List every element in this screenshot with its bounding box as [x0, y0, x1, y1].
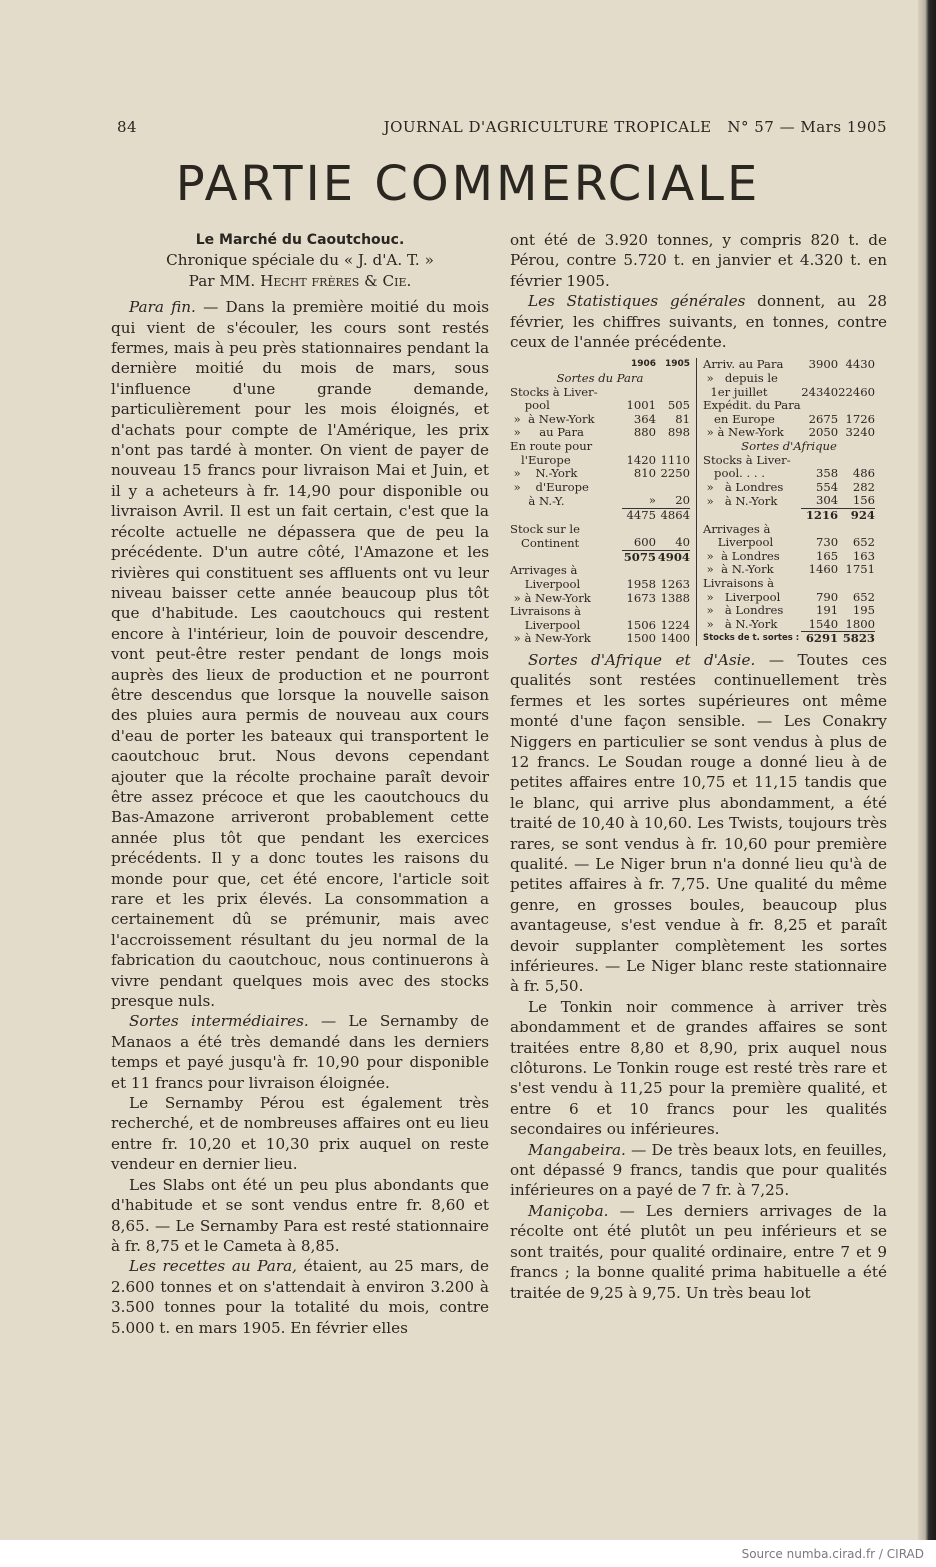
stats-value-1906: » — [648, 493, 656, 508]
article-title: Le Marché du Caoutchouc. — [195, 232, 405, 248]
stats-value-1906: 1420 — [626, 452, 656, 467]
stats-right-table — [703, 358, 875, 645]
stats-label: en Europe — [703, 411, 775, 426]
stats-total-row — [703, 508, 875, 522]
section-title: PARTIE COMMERCIALE — [175, 156, 761, 212]
stats-value-1905 — [838, 399, 875, 413]
stats-value-1906: 554 — [815, 479, 839, 494]
paragraph-para-fin — [111, 297, 489, 1011]
source-credit: Source numba.cirad.fr / CIRAD — [741, 1547, 924, 1561]
stats-value-1906: 24340 — [801, 384, 839, 399]
stats-label — [510, 508, 622, 522]
stats-row — [510, 467, 690, 481]
stats-row — [510, 564, 690, 578]
issue-label: N° 57 — Mars 1905 — [727, 118, 887, 136]
stats-row — [703, 358, 875, 372]
stats-row — [703, 467, 875, 481]
stats-left-table — [510, 358, 690, 645]
stats-section-heading — [510, 372, 690, 386]
journal-name: JOURNAL D'AGRICULTURE TROPICALE — [383, 118, 712, 136]
journal-title — [384, 118, 887, 136]
paragraph-afrique-asie — [510, 650, 887, 997]
stats-value-1906: 2050 — [808, 425, 839, 440]
stats-value-1906 — [622, 605, 656, 619]
stats-row — [703, 604, 875, 618]
stats-label: » à N.-York — [703, 617, 778, 632]
manicoba-lead: Maniçoba. — [528, 1201, 609, 1220]
stats-value-1906: 1540 — [808, 616, 839, 631]
article-subtitle: Chronique spéciale du « J. d'A. T. » — [166, 251, 434, 270]
stats-section-heading — [703, 440, 875, 454]
stats-value-1906: 165 — [815, 548, 839, 563]
statistiques-text: donnent, au 28 février, les chiffres suivants, en tonnes, contre ceux de l'année précédente. — [510, 292, 887, 352]
stats-label: Liverpool — [703, 535, 774, 550]
afrique-asie-text: — Toutes ces qualités sont restées continuellement très fermes et les sortes supérieures ont même monté d'une façon sensible. — Les Conakry Niggers en particulier se sont vendus à plus de 12 francs. Le Soudan rouge a donné lieu à de petites affaires entre 10,75 et 11,15 tandis que le blanc, qui arrive plus abondamment, a été traité de 10,40 à 10,60. Les Twists, toujours très rares, se sont vendus à fr. 10,60 pour première qualité. — Le Niger brun n'a donné lieu qu'à de petites affaires à fr. 7,75. Une qualité du même genre, en grosses boules, beaucoup plus avantageuse, s'est vendue à fr. 8,25 et paraît devoir supplanter complètement les sortes inférieures. — Le Niger blanc reste stationnaire à fr. 5,50. — [510, 650, 887, 996]
paragraph-tonkin: Le Tonkin noir commence à arriver très abondamment et de grandes affaires se sont traitées entre 8,80 et 8,90, prix auquel nous clôturons. Le Tonkin rouge est resté très rare et s'est vendu à 11,25 pour la première qualité, et entre 6 et 10 francs pour les qualités secondaires ou inférieures. — [510, 997, 887, 1139]
stats-row — [703, 413, 875, 427]
paragraph-sortes-intermediaires — [111, 1011, 489, 1093]
paragraph-manicoba — [510, 1201, 887, 1303]
stats-value-1905: 163 — [852, 548, 875, 563]
paragraph-recettes — [111, 1256, 489, 1338]
stats-value-1905: 20 — [675, 493, 690, 508]
manicoba-text: — Les derniers arrivages de la récolte ont été plutôt un peu inférieurs et se sont traités, pour qualité ordinaire, entre 7 et 9 francs ; la bonne qualité prima habituelle a été traitée de 9,25 à 9,75. Un très beau lot — [510, 1201, 887, 1302]
stats-label: » à Londres — [703, 479, 784, 494]
stats-value-1906: 1001 — [626, 398, 656, 413]
stats-value-1905 — [656, 481, 690, 495]
stats-row — [510, 454, 690, 468]
stats-label: pool — [510, 398, 550, 413]
stats-label: » au Para — [510, 425, 584, 440]
stats-left-panel — [510, 358, 697, 645]
paragraph-mangabeira — [510, 1140, 887, 1201]
stats-row — [510, 592, 690, 606]
stats-row — [703, 494, 875, 508]
stats-value-1905 — [838, 372, 875, 386]
stats-value-1905: 1751 — [845, 562, 875, 577]
stats-label: » N.-York — [510, 466, 578, 481]
stats-value-1906: 5075 — [623, 549, 656, 564]
article-byline — [111, 271, 489, 291]
stats-value-1905: 1110 — [660, 452, 690, 467]
stats-row — [703, 563, 875, 577]
stats-section-label: Sortes d'Afrique — [741, 439, 837, 453]
stats-label: Stocks à Liver- — [703, 452, 791, 467]
stats-value-1906 — [801, 454, 838, 468]
stats-value-1906: 810 — [633, 466, 656, 481]
stats-value-1906: 1673 — [626, 590, 656, 605]
stats-value-1906: 1506 — [626, 617, 656, 632]
stats-value-1906 — [622, 440, 656, 454]
stats-value-1905: 22460 — [838, 384, 875, 399]
stats-row — [510, 523, 690, 537]
stats-value-1905: 1400 — [660, 631, 690, 646]
statistiques-lead: Les Statistiques générales — [528, 292, 746, 311]
stats-value-1906: 1958 — [626, 576, 656, 591]
stats-row — [510, 619, 690, 633]
stats-value-1905: 2250 — [660, 466, 690, 481]
statistics-table — [510, 358, 887, 645]
stats-final-total-row — [703, 632, 875, 646]
stats-row — [703, 550, 875, 564]
stats-label: » à New-York — [703, 425, 784, 440]
stats-value-1906: 3900 — [808, 357, 839, 372]
recettes-text: étaient, au 25 mars, de 2.600 tonnes et on s'attendait à environ 3.200 à 3.500 tonnes pour la totalité du mois, contre 5.000 t. en mars 1905. En février elles — [111, 1257, 489, 1337]
stats-value-1906: 880 — [633, 425, 656, 440]
stats-value-1905: 1726 — [845, 411, 875, 426]
stats-year-header — [510, 358, 690, 372]
stats-value-1905 — [656, 605, 690, 619]
stats-value-1906 — [622, 564, 656, 578]
stats-value-1906: 1906 — [630, 359, 656, 370]
stats-value-1906 — [801, 577, 838, 591]
stats-row — [510, 413, 690, 427]
page-number: 84 — [117, 118, 138, 136]
stats-value-1905: 505 — [667, 398, 690, 413]
mangabeira-text: — De très beaux lots, en feuilles, ont dépassé 9 francs, tandis que pour qualités inférieures on a payé de 7 fr. à 7,25. — [510, 1140, 887, 1200]
stats-total-row — [510, 550, 690, 564]
stats-value-1906: 730 — [815, 535, 839, 550]
stats-row — [703, 591, 875, 605]
stats-value-1906: 1216 — [801, 508, 838, 522]
stats-label: » à Londres — [703, 603, 784, 618]
stats-row — [510, 494, 690, 508]
stats-row — [703, 454, 875, 468]
stats-row — [510, 605, 690, 619]
stats-value-1905 — [656, 564, 690, 578]
right-column — [510, 230, 887, 1303]
stats-value-1905: 486 — [852, 466, 875, 481]
stats-label: Arrivages à — [510, 563, 578, 578]
paragraph-sernamby-perou: Le Sernamby Pérou est également très recherché, et de nombreuses affaires ont eu lieu entre fr. 10,20 et 10,30 prix auquel on reste vendeur en dernier lieu. — [111, 1094, 489, 1174]
stats-label: 1er juillet — [703, 384, 768, 399]
stats-label: Expédit. du Para — [703, 398, 801, 413]
stats-value-1905: 5823 — [838, 632, 875, 646]
stats-value-1905: 81 — [675, 411, 690, 426]
stats-value-1906: 191 — [815, 603, 839, 618]
stats-value-1906 — [801, 372, 838, 386]
stats-value-1905: 3240 — [845, 425, 875, 440]
stats-row — [703, 386, 875, 400]
stats-value-1906 — [801, 523, 838, 537]
stats-row — [510, 536, 690, 550]
stats-label: » à N.-York — [703, 562, 774, 577]
stats-label: Continent — [510, 535, 580, 550]
stats-value-1906 — [622, 523, 656, 537]
stats-row — [703, 523, 875, 537]
recettes-lead: Les recettes au Para, — [129, 1257, 298, 1276]
stats-row — [703, 536, 875, 550]
stats-label: Stock sur le — [510, 521, 580, 536]
stats-value-1905: 1263 — [660, 576, 690, 591]
stats-label: l'Europe — [510, 452, 571, 467]
stats-row — [510, 399, 690, 413]
stats-value-1905: 1800 — [845, 616, 875, 631]
stats-label: » Liverpool — [703, 589, 781, 604]
stats-value-1905 — [656, 523, 690, 537]
stats-value-1906: 600 — [633, 535, 656, 550]
stats-label: » à N.-York — [703, 493, 778, 508]
stats-label: à N.-Y. — [510, 493, 565, 508]
stats-value-1906: 790 — [815, 589, 839, 604]
stats-label: » à Londres — [703, 548, 780, 563]
stats-value-1905: 4904 — [657, 549, 690, 564]
stats-total-row — [510, 508, 690, 522]
stats-value-1905 — [656, 440, 690, 454]
stats-value-1906: 6291 — [801, 632, 838, 646]
stats-value-1906: 1460 — [808, 562, 839, 577]
stats-row — [510, 426, 690, 440]
stats-value-1905 — [838, 454, 875, 468]
afrique-asie-lead: Sortes d'Afrique et d'Asie. — [528, 650, 756, 669]
stats-value-1905: 1905 — [664, 359, 690, 370]
stats-value-1905: 4864 — [656, 508, 690, 522]
left-column — [111, 230, 489, 1338]
stats-label: Liverpool — [510, 617, 581, 632]
stats-value-1906: 358 — [815, 466, 839, 481]
stats-label: » depuis le — [703, 371, 778, 386]
stats-label: En route pour — [510, 439, 593, 453]
stats-label: Arrivages à — [703, 521, 771, 536]
stats-value-1905 — [838, 577, 875, 591]
stats-label: Arriv. au Para — [703, 357, 784, 372]
stats-value-1905: 4430 — [845, 357, 875, 372]
stats-label: » à New-York — [510, 411, 595, 426]
para-fin-lead: Para fin. — [129, 298, 196, 317]
stats-label: Livraisons à — [703, 575, 775, 590]
stats-value-1905: 652 — [852, 535, 875, 550]
stats-value-1906 — [622, 386, 656, 400]
stats-right-panel — [697, 358, 875, 645]
para-fin-text: — Dans la première moitié du mois qui vient de s'écouler, les cours sont restés fermes, mais à peu près stationnaires pendant la dernière moitié du mois de mars, sous l'influence d'une grande demande, particulièrement pour les mois éloignés, et d'achats pour compte de l'Amérique, les prix n'ont pas tardé à monter. On vient de payer de nouveau 15 francs pour livraison Mai et Juin, et il y a acheteurs à fr. 14,90 pour disponible ou livraison Avril. Il est un fait certain, c'est que la récolte actuelle ne dépassera que de peu la précédente. D'un autre côté, l'Amazone et les rivières qui constituent ses affluents ont vu leur niveau baisser cette année beaucoup plus tôt que d'habitude. Les caoutchoucs qui restent encore à l'intérieur, loin de pouvoir descendre, vont peut-être rester pendant de longs mois auprès des lieux de production et ne pourront être descendus que lorsque la nouvelle saison des pluies aura permis de nouveau aux cours d'eau de porter les bateaux qui transportent le caoutchouc brut. Nous devons cependant ajouter que la récolte prochaine paraît devoir être assez précoce et que les caoutchoucs du Bas-Amazone arriveront probablement cette année plus tôt que pendant les exercices précédents. Il y a donc toutes les raisons du monde pour que, cet été encore, l'article soit rare et les prix élevés. La consommation a certainement dû se prémunir, mais avec l'accroissement résultant du jeu normal de la fabrication du caoutchouc, nous continuerons à vivre pendant quelques mois avec des stocks presque nuls. — [111, 298, 489, 1011]
stats-label: Stocks de t. sortes : — [703, 633, 800, 644]
stats-value-1905: 652 — [852, 589, 875, 604]
stats-label: Stocks à Liver- — [510, 384, 598, 399]
stats-row — [703, 618, 875, 632]
stats-value-1905: 924 — [838, 508, 875, 522]
stats-label: » à New-York — [510, 590, 591, 605]
byline-authors: Hecht frères & Cie. — [260, 271, 412, 290]
stats-row — [510, 440, 690, 454]
stats-value-1906 — [622, 481, 656, 495]
stats-section-label: Sortes du Para — [556, 371, 644, 386]
stats-value-1905: 156 — [852, 493, 875, 508]
stats-row — [703, 577, 875, 591]
paragraph-statistiques — [510, 291, 887, 352]
stats-value-1905: 40 — [675, 535, 690, 550]
stats-row — [703, 399, 875, 413]
stats-value-1905: 1388 — [660, 590, 690, 605]
stats-row — [703, 481, 875, 495]
stats-value-1905: 282 — [852, 479, 875, 494]
stats-value-1905: 1224 — [660, 617, 690, 632]
stats-label: » à New-York — [510, 631, 591, 646]
paragraph-continuation: ont été de 3.920 tonnes, y compris 820 t. de Pérou, contre 5.720 t. en janvier et 4.320 t. en février 1905. — [510, 231, 887, 290]
stats-value-1906: 364 — [633, 411, 656, 426]
sortes-intermediaires-text: — Le Sernamby de Manaos a été très demandé dans les derniers temps et payé jusqu'à fr. 10,90 pour disponible et 11 francs pour livraison éloignée. — [111, 1012, 489, 1092]
stats-label: » d'Europe — [510, 479, 589, 494]
stats-row — [510, 632, 690, 646]
stats-value-1905 — [656, 386, 690, 400]
stats-value-1906: 2675 — [808, 411, 839, 426]
stats-label: Liverpool — [510, 576, 581, 591]
stats-value-1905: 195 — [852, 603, 875, 618]
stats-label — [703, 508, 801, 522]
stats-label: pool. . . . — [703, 466, 765, 481]
stats-row — [703, 372, 875, 386]
stats-value-1905 — [838, 523, 875, 537]
stats-value-1905: 898 — [667, 425, 690, 440]
byline-prefix: Par MM. — [188, 271, 256, 290]
mangabeira-lead: Mangabeira. — [528, 1140, 626, 1159]
stats-row — [510, 578, 690, 592]
sortes-intermediaires-lead: Sortes intermédiaires. — [129, 1012, 309, 1031]
stats-row — [510, 386, 690, 400]
stats-label — [510, 358, 622, 372]
stats-row — [510, 481, 690, 495]
stats-label — [510, 550, 622, 564]
stats-row — [703, 426, 875, 440]
stats-value-1906 — [801, 399, 838, 413]
stats-value-1906: 1500 — [626, 631, 656, 646]
stats-value-1906: 304 — [815, 493, 839, 508]
stats-value-1906: 4475 — [622, 508, 656, 522]
page-binding-edge — [918, 0, 936, 1567]
stats-label: Livraisons à — [510, 604, 582, 619]
paragraph-slabs: Les Slabs ont été un peu plus abondants que d'habitude et se sont vendus entre fr. 8,60 et 8,65. — Le Sernamby Para est resté stationnaire à fr. 8,75 et le Cameta à 8,85. — [111, 1175, 489, 1255]
